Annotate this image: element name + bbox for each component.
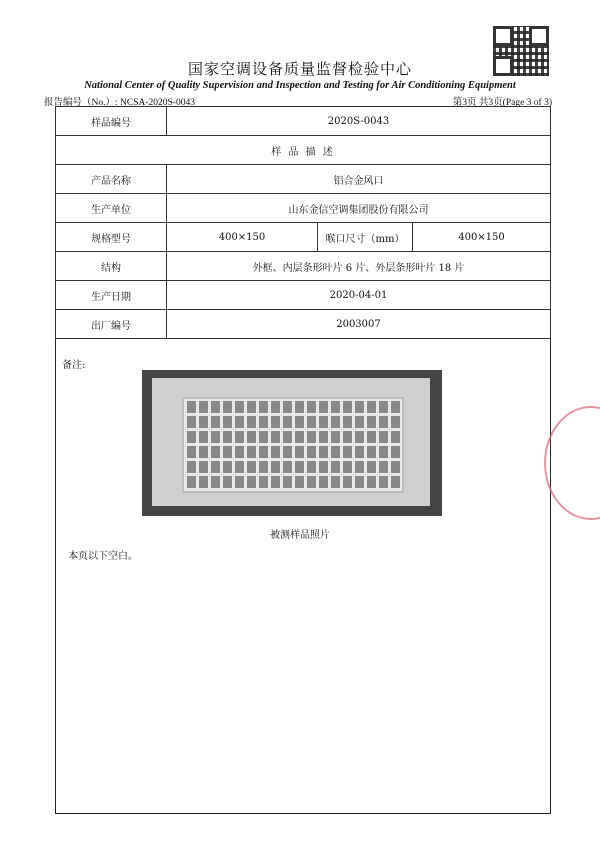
remark-label: 备注: [62,360,86,371]
table-row [56,107,551,136]
grille-plate [152,378,430,506]
structure-value: 外框、内层条形叶片 6 片、外层条形叶片 18 片 [167,252,551,281]
sample-no-value: 2020S-0043 [167,107,551,136]
throat-label: 喉口尺寸（mm） [318,223,413,252]
spec-value: 400×150 [167,223,318,252]
title-english: National Center of Quality Supervision and Inspection and Testing for Air Conditioning Equipment [84,80,516,91]
structure-label: 结构 [56,252,167,281]
blank-note: 本页以下空白。 [68,551,138,562]
sample-no-label: 样品编号 [56,107,167,136]
serial-value: 2003007 [167,310,551,339]
table-row [56,194,551,223]
throat-value: 400×150 [413,223,551,252]
manufacturer-value: 山东金信空调集团股份有限公司 [167,194,551,223]
table-row [56,136,551,165]
section-title: 样 品 描 述 [56,136,551,165]
page-info: 第3页 共3页(Page 3 of 3) [452,98,552,108]
sample-table [55,106,551,339]
table-row [56,165,551,194]
date-label: 生产日期 [56,281,167,310]
table-row [56,223,551,252]
title-chinese: 国家空调设备质量监督检验中心 [187,60,412,78]
sample-photo [142,370,442,516]
photo-caption: 被测样品照片 [270,530,330,541]
product-name-value: 铝合金风口 [167,165,551,194]
serial-label: 出厂编号 [56,310,167,339]
table-row [56,252,551,281]
date-value: 2020-04-01 [167,281,551,310]
manufacturer-label: 生产单位 [56,194,167,223]
grille-blades [182,397,404,493]
qr-corner [529,26,549,46]
table-row [56,281,551,310]
table-row [56,310,551,339]
product-name-label: 产品名称 [56,165,167,194]
qr-corner [493,26,513,46]
seal-stamp [544,406,600,520]
spec-label: 规格型号 [56,223,167,252]
report-number: 报告编号（No.）: NCSA-2020S-0043 [44,98,195,108]
